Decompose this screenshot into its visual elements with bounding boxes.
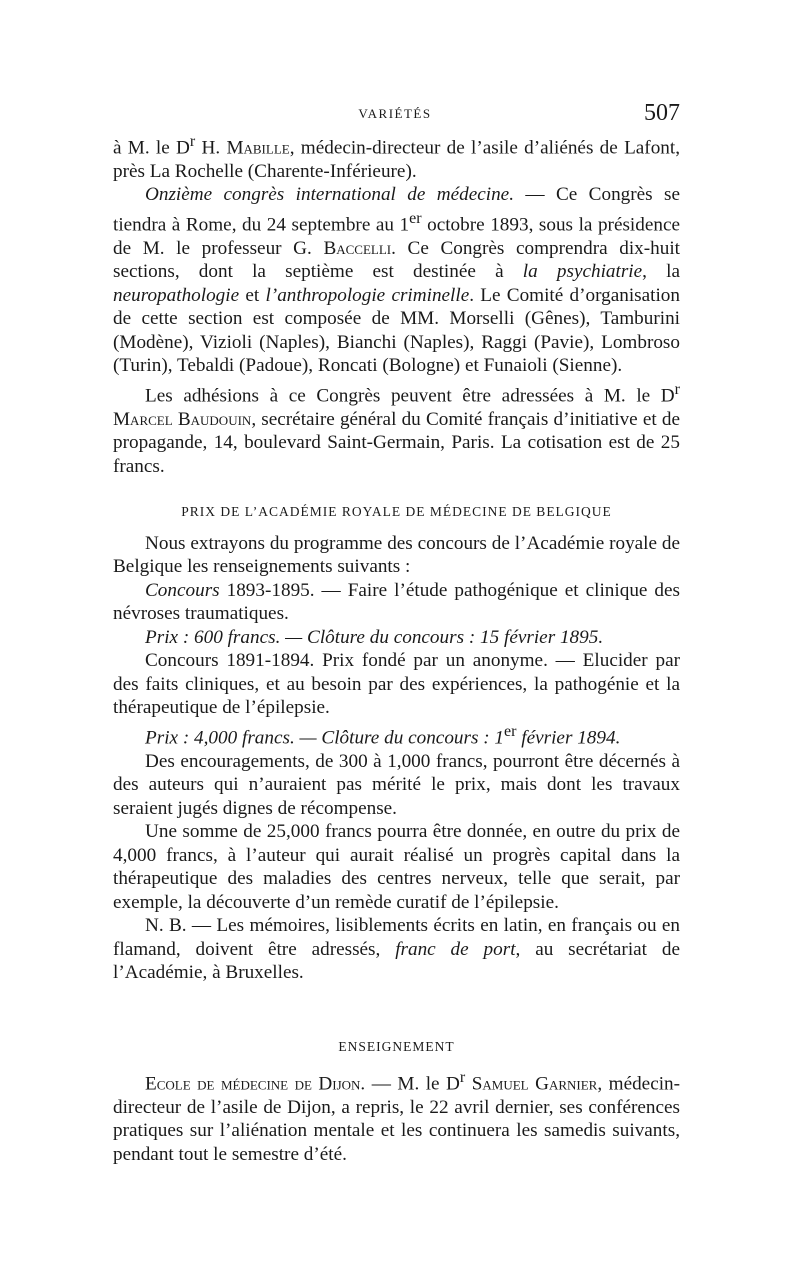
school-name: Ecole de médecine de Dijon. [145, 1073, 366, 1095]
prix-intro-paragraph: Nous extrayons du programme des concours de l’Académie royale de Belgique les renseignements suivants : [113, 532, 680, 578]
person-name: Samuel Garnier [465, 1073, 598, 1095]
congres-text: . Le Comité d’organisation de cette section est composée de MM. Morselli (Gênes), Tamburini (Modène), Vizioli (Naples), Bianchi (Naples), Raggi (Pavie), Lombroso (Turin), Tebaldi (Padoue), Roncati (Bologne) et Funaioli (Sienne). [113, 284, 680, 377]
superscript: r [674, 380, 680, 398]
congres-text: , la [642, 261, 680, 283]
section-heading-enseignement: ENSEIGNEMENT [338, 1038, 455, 1054]
spacer [113, 985, 680, 1013]
ecole-text: , médecin-directeur de l’asile de Dijon, a repris, le 22 avril dernier, ses conférences pratiques sur l’aliénation mentale et les continuera les samedis suivants, pendant tout le semestre d’été. [113, 1073, 681, 1165]
nb-text: N. B. — Les mémoires, lisiblements écrits en latin, en français ou en flamand, doivent être adressés, [113, 915, 680, 960]
italic-term: l’anthropologie criminelle [265, 284, 470, 306]
italic-term: franc de port [395, 938, 516, 960]
concours-1-paragraph [113, 579, 680, 626]
somme-paragraph: Une somme de 25,000 francs pourra être donnée, en outre du prix de 4,000 francs, à l’auteur qui aurait réalisé un progrès capital dans la thérapeutique des maladies des centres nerveux, telle que serait, par exemple, la découverte d’un remède curatif de l’épilepsie. [113, 821, 680, 913]
congres-text: octobre 1893, sous la présidence de M. le professeur G. [113, 214, 680, 259]
congres-text: et [239, 284, 266, 306]
running-head: VARIÉTÉS [358, 106, 432, 121]
concours-label: Concours [145, 579, 220, 601]
concours-2-prize [113, 720, 680, 750]
intro-text: à M. le D [113, 137, 190, 159]
prize-text: Prix : 4,000 francs. — Clôture du concours : 1 [145, 727, 505, 749]
superscript: r [459, 1069, 466, 1087]
nb-text: , au secrétariat de l’Académie, à Bruxelles. [113, 938, 680, 984]
italic-term: neuropathologie [113, 284, 240, 306]
adhesions-paragraph [113, 378, 680, 478]
body-text [113, 130, 680, 1166]
intro-text: , médecin-directeur de l’asile d’aliénés de Lafont, près La Rochelle (Charente-Inférieure). [113, 137, 681, 182]
person-name: Mabille [226, 137, 290, 159]
superscript: er [409, 209, 422, 227]
person-name: Marcel Baudouin [113, 408, 252, 430]
prize-text: Prix : 600 francs. — Clôture du concours : 15 février 1895. [145, 626, 604, 648]
concours-1-prize [113, 626, 680, 650]
adhesions-text: , secrétaire général du Comité français d’initiative et de propagande, 14, boulevard Saint-Germain, Paris. La cotisation est de 25 francs. [113, 408, 680, 477]
superscript: r [189, 133, 196, 150]
page-number: 507 [644, 100, 680, 126]
intro-paragraph [113, 130, 680, 183]
congres-paragraph [113, 183, 680, 377]
adhesions-text: Les adhésions à ce Congrès peuvent être adressées à M. le D [145, 385, 675, 407]
concours-text: 1893-1895. — Faire l’étude pathogénique et clinique des névroses traumatiques. [113, 579, 680, 625]
encouragements-paragraph: Des encouragements, de 300 à 1,000 francs, pourront être décernés à des auteurs qui n’auraient pas mérité le prix, mais dont les travaux seraient jugés dignes de récompense. [113, 750, 680, 819]
concours-2-paragraph: Concours 1891-1894. Prix fondé par un anonyme. — Elucider par des faits cliniques, et au besoin par des expériences, la pathogénie et la thérapeutique de l’épilepsie. [113, 650, 680, 719]
person-name: Baccelli [323, 237, 392, 259]
nb-paragraph [113, 914, 680, 985]
congres-text: — Ce Congrès se tiendra à Rome, du 24 septembre au 1 [113, 184, 680, 236]
section-heading-prix: PRIX DE L’ACADÉMIE ROYALE DE MÉDECINE DE BELGIQUE [181, 504, 612, 520]
congres-text: . Ce Congrès comprendra dix-huit sections, dont la septième est destinée à [113, 237, 681, 283]
prize-text: février 1894. [516, 727, 621, 749]
congres-title: Onzième congrès international de médecine. [145, 184, 514, 206]
italic-term: la psychiatrie [522, 261, 643, 283]
ecole-paragraph [113, 1066, 680, 1166]
ecole-text: — M. le D [365, 1073, 460, 1095]
superscript: er [504, 722, 517, 740]
intro-text: H. [195, 137, 227, 159]
